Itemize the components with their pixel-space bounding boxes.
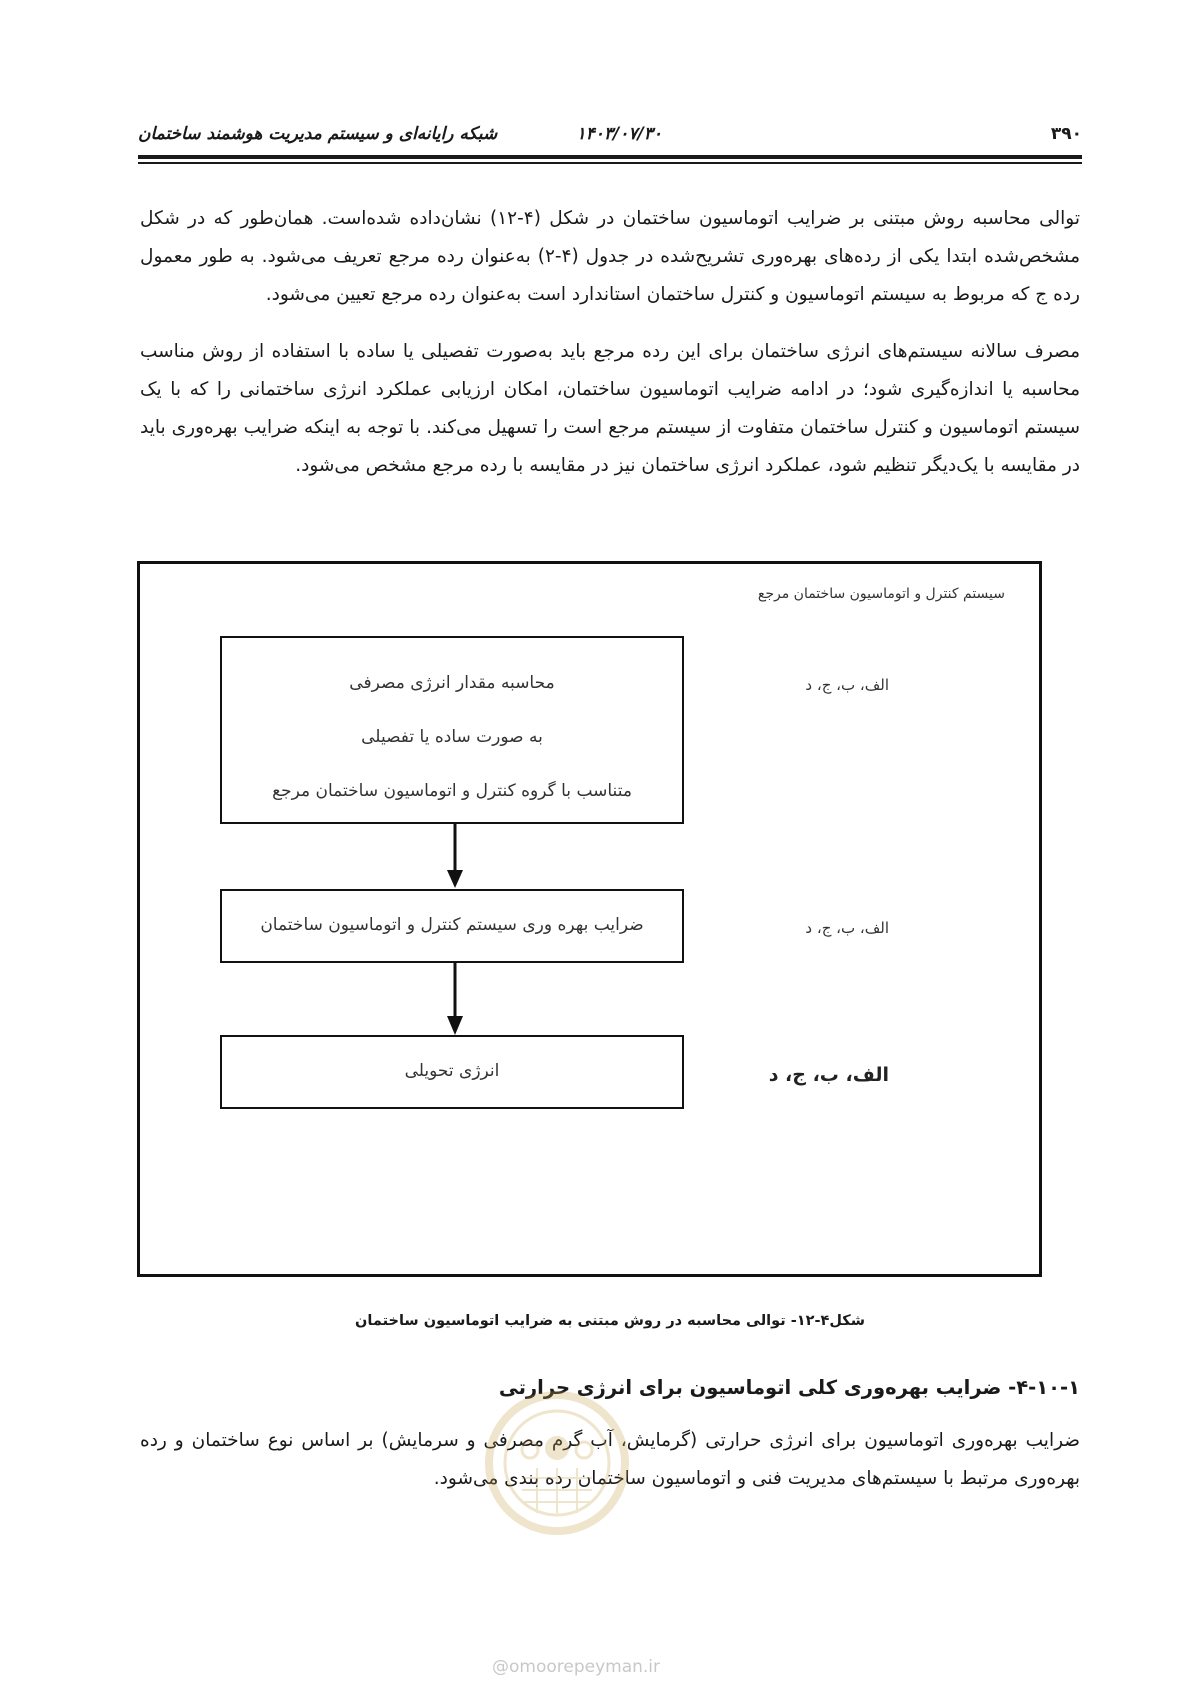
header-rule-thick [138,155,1082,159]
figure-frame [137,561,1042,1277]
figure-box-delivered-energy: انرژی تحویلی [220,1035,684,1109]
body-paragraph-2: مصرف سالانه سیستم‌های انرژی ساختمان برای این رده مرجع باید به‌صورت تفصیلی یا ساده با استفاده از روش مناسب محاسبه یا اندازه‌گیری شود؛ در ادامه ضرایب اتوماسیون ساختمان، امکان ارزیابی عملکرد انرژی ساختمانی را که با یک سیستم اتوماسیون و کنترل ساختمان متفاوت از سیستم مرجع است را تسهیل می‌کند. با توجه به اینکه ضرایب بهره‌وری باید در مقایسه با یک‌دیگر تنظیم شود، عملکرد انرژی ساختمان نیز در مقایسه با رده مرجع مشخص می‌شود. [140,341,1080,476]
figure-box-efficiency-factors: ضرایب بهره وری سیستم کنترل و اتوماسیون ساختمان [220,889,684,963]
header-rule-thin [138,162,1082,164]
watermark-seal-logo [482,1388,632,1538]
page-number: ۳۹۰ [1050,124,1082,144]
figure-arrows [440,824,470,1224]
arrow-1-head [447,870,463,888]
figure-top-label: سیستم کنترل و اتوماسیون ساختمان مرجع [757,586,1005,602]
arrow-2-head [447,1016,463,1035]
figure-side-label-1: الف، ب، ج، د [805,676,889,694]
figure-side-label-3: الف، ب، ج، د [768,1064,889,1086]
page-header [138,118,1082,148]
watermark-site: @omoorepeyman.ir [492,1657,661,1677]
body-paragraph-1: توالی محاسبه روش مبتنی بر ضرایب اتوماسیون ساختمان در شکل (۴-۱۲) نشان‌داده شده‌است. همان‌طور که در شکل مشخص‌شده ابتدا یکی از رده‌های بهره‌وری تشریح‌شده در جدول (۴-۲) به‌عنوان رده مرجع تعریف می‌شود. به طور معمول رده ج که مربوط به سیستم اتوماسیون و کنترل ساختمان استاندارد است به‌عنوان رده مرجع تعیین می‌شود. [140,208,1081,305]
box1-line-2: به صورت ساده یا تفصیلی [361,727,543,747]
header-date: ۱۴۰۳/۰۷/۳۰ [576,124,662,144]
header-title: شبکه رایانه‌ای و سیستم مدیریت هوشمند ساختمان [138,124,498,144]
section-paragraph: ضرایب بهره‌وری اتوماسیون برای انرژی حرارتی (گرمایش، آب گرم مصرفی و سرمایش) بر اساس نوع ساختمان و رده بهره‌وری مرتبط با سیستم‌های مدیریت فنی و اتوماسیون ساختمان رده بندی می‌شود. [140,1430,1080,1489]
figure-box-energy-calculation [220,636,684,824]
section-title: ۴-۱۰-۱- ضرایب بهره‌وری کلی اتوماسیون برای انرژی حرارتی [498,1376,1080,1399]
figure-side-label-2: الف، ب، ج، د [805,919,889,937]
box1-line-1: محاسبه مقدار انرژی مصرفی [349,673,555,693]
box1-line-3: متناسب با گروه کنترل و اتوماسیون ساختمان مرجع [272,781,632,801]
figure-caption: شکل۴-۱۲- توالی محاسبه در روش مبتنی به ضرایب اتوماسیون ساختمان [355,1313,865,1329]
